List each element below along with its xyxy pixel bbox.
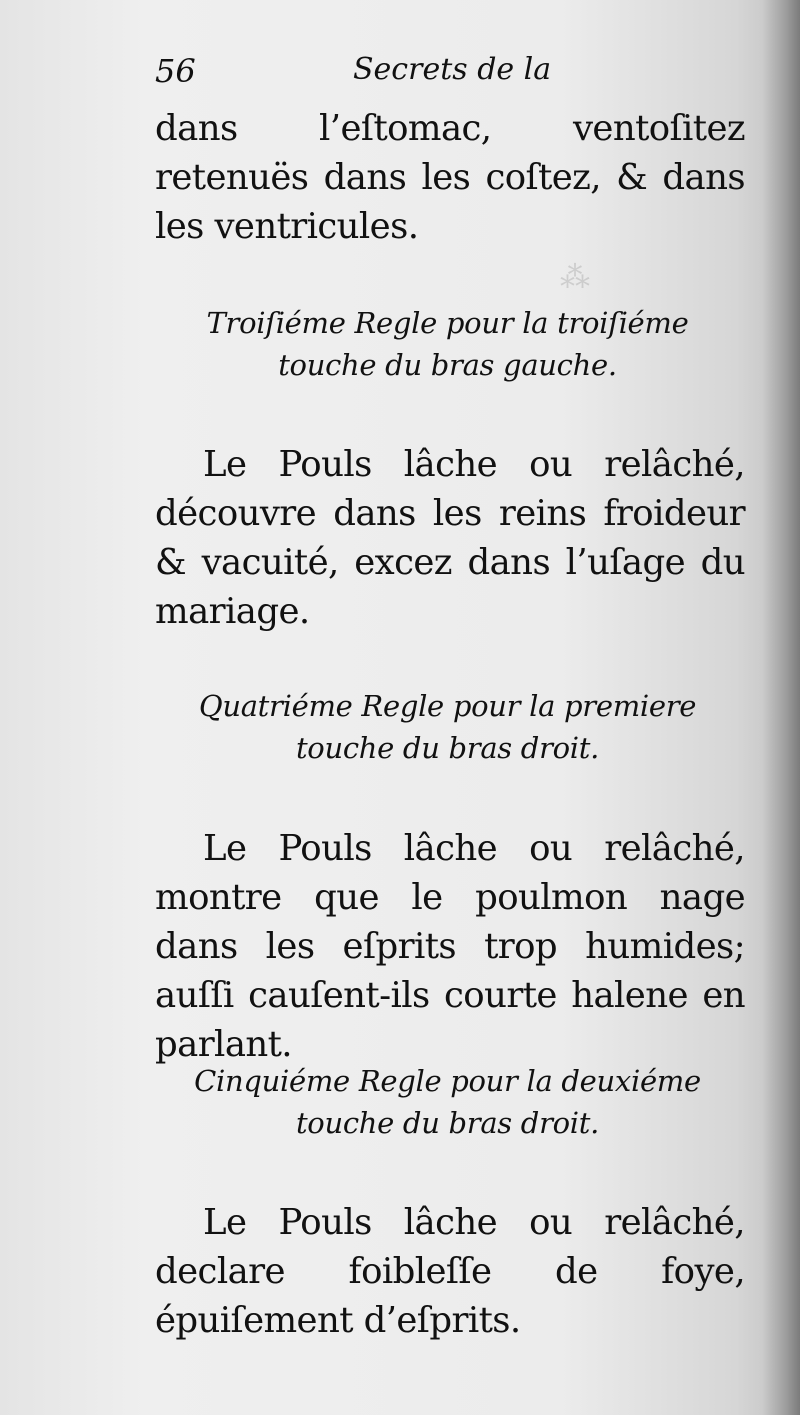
running-head <box>155 52 555 98</box>
rule-heading-3-line-2: touche du bras gauche. <box>278 348 617 382</box>
show-through-text: ⁂ <box>560 260 590 295</box>
paragraph-4 <box>155 1198 745 1345</box>
rule-heading-4-line-2: touche du bras droit. <box>295 731 600 765</box>
page-number: 56 <box>155 52 196 90</box>
rule-heading-4-line-1: Quatriéme Regle pour la premiere <box>198 689 697 723</box>
running-title: Secrets de la <box>353 52 552 87</box>
rule-heading-5-line-2: touche du bras droit. <box>295 1106 600 1140</box>
paragraph-1: dans l’eſtomac, ventoſitez retenuës dans les coſtez, & dans les ventricules. <box>155 108 745 247</box>
rule-heading-5-line-1: Cinquiéme Regle pour la deuxiéme <box>194 1064 701 1098</box>
rule-heading-3-line-1: Troiſiéme Regle pour la troiſiéme <box>206 306 689 340</box>
rule-heading-4 <box>160 685 735 769</box>
rule-heading-3 <box>160 302 735 386</box>
paragraph-2-text: Le Pouls lâche ou relâché, découvre dans les reins froideur & vacuité, excez dans l’uſage du mariage. <box>155 444 745 632</box>
paragraph-4-text: Le Pouls lâche ou relâché, declare foibleſſe de foye, épuiſement d’eſprits. <box>155 1202 745 1341</box>
paragraph-3 <box>155 824 745 1069</box>
spine-shadow <box>762 0 800 1415</box>
paragraph-3-text: Le Pouls lâche ou relâché, montre que le poulmon nage dans les eſprits trop humides; auſſi cauſent-ils courte halene en parlant. <box>155 828 745 1065</box>
paragraph-2 <box>155 440 745 636</box>
rule-heading-5 <box>160 1060 735 1144</box>
